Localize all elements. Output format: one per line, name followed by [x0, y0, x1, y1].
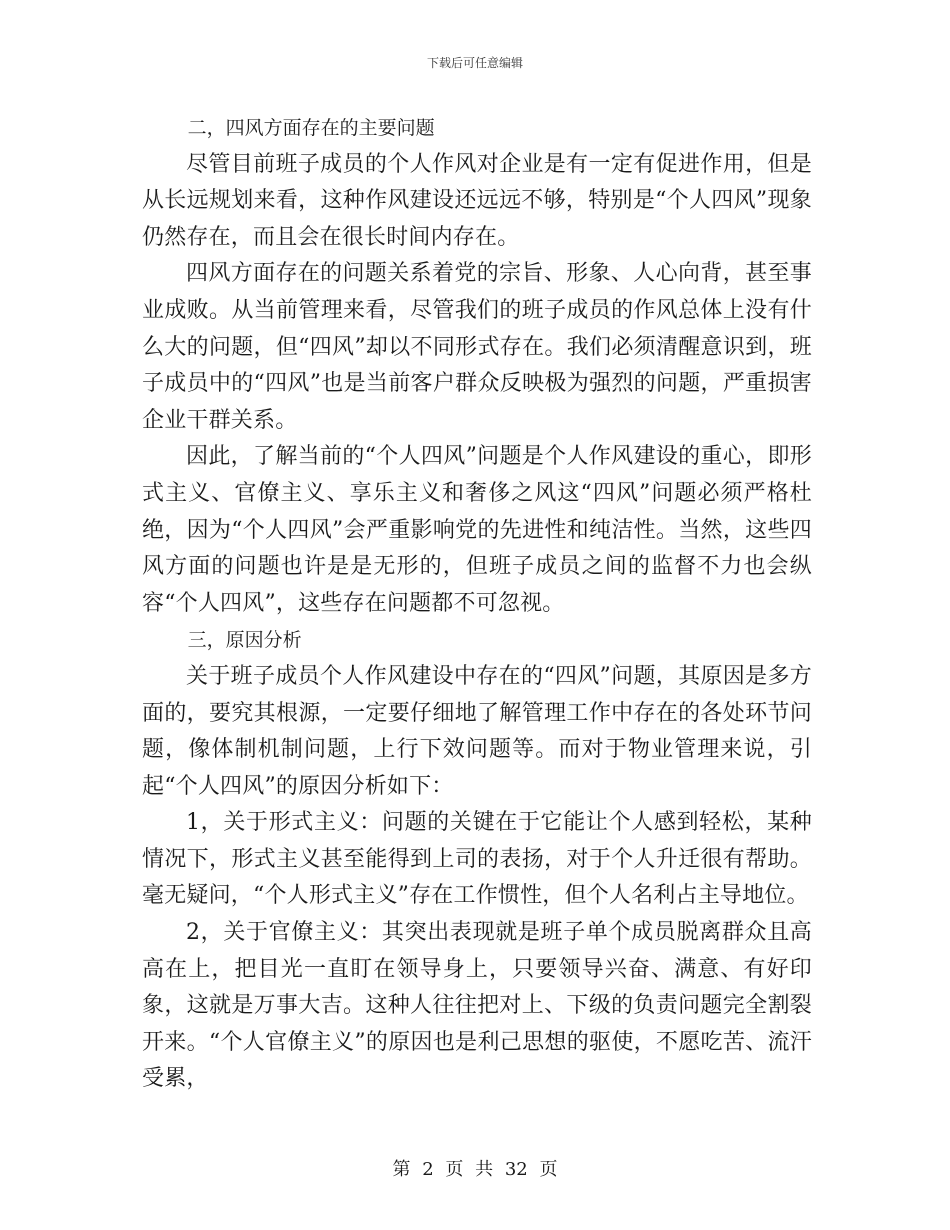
page-number: 第 2 页 共 32 页	[392, 1159, 558, 1180]
document-body	[142, 110, 812, 1098]
section-heading-3: 三，原因分析	[187, 629, 302, 652]
section-heading-2: 二，四风方面存在的主要问题	[187, 117, 435, 139]
paragraph-4: 关于班子成员个人作风建设中存在的“四风”问题，其原因是多方面的，要究其根源，一定要仔细地了解管理工作中存在的各处环节问题，像体制机制问题，上行下效问题等。而对于物业管理来说，引起“个人四风”的原因分析如下：	[142, 663, 812, 799]
paragraph-3: 因此，了解当前的“个人四风”问题是个人作风建设的重心，即形式主义、官僚主义、享乐主义和奢侈之风这“四风”问题必须严格杜绝，因为“个人四风”会严重影响党的先进性和纯洁性。当然，这些四风方面的问题也许是是无形的，但班子成员之间的监督不力也会纵容“个人四风”，这些存在问题都不可忽视。	[142, 444, 812, 616]
paragraph-2: 四风方面存在的问题关系着党的宗旨、形象、人心向背，甚至事业成败。从当前管理来看，尽管我们的班子成员的作风总体上没有什么大的问题，但“四风”却以不同形式存在。我们必须清醒意识到，班子成员中的“四风”也是当前客户群众反映极为强烈的问题，严重损害企业干群关系。	[142, 261, 812, 433]
page-header-note: 下载后可任意编辑	[426, 56, 523, 70]
paragraph-6: 2，关于官僚主义：其突出表现就是班子单个成员脱离群众且高高在上，把目光一直盯在领导身上，只要领导兴奋、满意、有好印象，这就是万事大吉。这种人往往把对上、下级的负责问题完全割裂开来。“个人官僚主义”的原因也是利己思想的驱使，不愿吃苦、流汗受累，	[142, 920, 812, 1092]
paragraph-1: 尽管目前班子成员的个人作风对企业是有一定有促进作用，但是从长远规划来看，这种作风建设还远远不够，特别是“个人四风”现象仍然存在，而且会在很长时间内存在。	[142, 151, 812, 250]
paragraph-5: 1，关于形式主义：问题的关键在于它能让个人感到轻松，某种情况下，形式主义甚至能得到上司的表扬，对于个人升迁很有帮助。毫无疑问，“个人形式主义”存在工作惯性，但个人名利占主导地位。	[142, 810, 812, 909]
